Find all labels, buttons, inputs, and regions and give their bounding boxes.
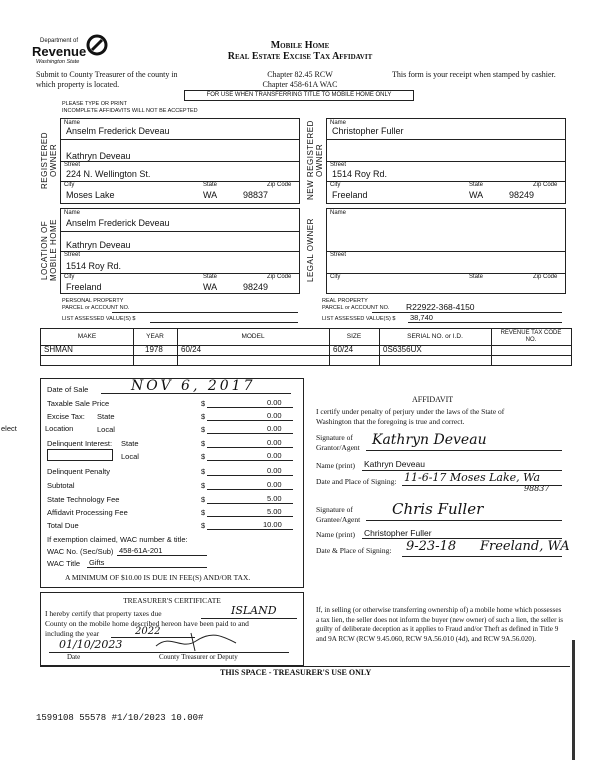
grantor-zip: 98837: [524, 484, 550, 493]
col-make: MAKE: [77, 333, 97, 340]
total-label: Total Due: [47, 521, 79, 530]
agency-line1: Department of: [40, 38, 79, 44]
ro-street-label: Street: [64, 162, 81, 168]
cell-year: 1978: [145, 345, 163, 354]
di-state-currency: $: [201, 439, 206, 448]
fees-box: [1, 378, 304, 588]
fraud-note: If, in selling (or otherwise transferring ownership of) a mobile home which possesses a tax lien, the seller does not inform the buyer (new owner) of such a lien, the seller is guilty of deliberate deception as it applies to Fraud and/or Theft as defined in Title 9 and 9A RCW (RCW 9.45.060, RCW 9A.56.010 (4d), and RCW 9A.56.020).: [316, 606, 564, 643]
excise-label: Excise Tax:: [47, 412, 85, 421]
lo-city-label: City: [330, 274, 341, 280]
affidavit-title: AFFIDAVIT: [412, 395, 454, 404]
loc-name-label: Name: [64, 210, 81, 216]
loc-street: 1514 Roy Rd.: [66, 261, 122, 271]
treasurer-date-label: Date: [67, 653, 81, 661]
scan-edge: [572, 640, 575, 760]
lo-state-label: State: [469, 274, 484, 280]
grantee-place: Freeland, WA: [480, 539, 570, 554]
col-size: SIZE: [346, 333, 362, 340]
treasurer-deputy-label: County Treasurer or Deputy: [159, 653, 238, 661]
dor-logo-icon: [86, 34, 108, 56]
ro-zip-label: Zip Code: [267, 182, 292, 188]
title-line2: Real Estate Excise Tax Affidavit: [227, 51, 373, 62]
elect-label: elect: [1, 424, 17, 433]
submit-text: Submit to County Treasurer of the county in which property is located.: [36, 70, 178, 89]
loc-zip: 98249: [243, 282, 269, 292]
personal-label1: PERSONAL PROPERTY: [62, 298, 124, 304]
wac-title: Gifts: [89, 558, 105, 567]
legal-owner-label: LEGAL OWNER: [306, 218, 315, 282]
affidavit-fee-value: 5.00: [267, 507, 282, 516]
vehicle-table: [40, 328, 572, 366]
treasurer-line2: County on the mobile home described hereon have been paid to and: [45, 619, 249, 628]
col-serial: SERIAL NO. or I.D.: [407, 333, 463, 340]
cell-serial: 0S6356UX: [383, 345, 422, 354]
transfer-note: FOR USE WHEN TRANSFERRING TITLE TO MOBILE HOME ONLY: [184, 90, 414, 101]
state-tech-label: State Technology Fee: [47, 495, 120, 504]
no-state: WA: [469, 190, 484, 200]
chapters: [230, 70, 370, 90]
penalty-value: 0.00: [267, 466, 282, 475]
grantee-sig-label1: Signature of: [316, 505, 353, 514]
treasurer-date: 01/10/2023: [59, 638, 123, 651]
state-tech-value: 5.00: [267, 494, 282, 503]
di-state-value: 0.00: [267, 438, 282, 447]
total-currency: $: [201, 521, 206, 530]
loc-name2: Kathryn Deveau: [66, 240, 131, 250]
date-of-sale-label: Date of Sale: [47, 385, 89, 394]
form-title: [200, 40, 400, 62]
chapter-rcw: Chapter 82.45 RCW: [267, 70, 333, 79]
treasurer-use-only: THIS SPACE - TREASURER'S USE ONLY: [220, 668, 372, 677]
affidavit-fee-currency: $: [201, 508, 206, 517]
grantor-date: 11-6-17 Moses Lake, Wa: [404, 471, 541, 484]
ro-state-label: State: [203, 182, 218, 188]
subtotal-label: Subtotal: [47, 481, 75, 490]
grantor-sig-label1: Signature of: [316, 433, 353, 442]
real-label2: PARCEL or ACCOUNT NO.: [322, 305, 390, 311]
delinquent-interest-label: Delinquent Interest:: [47, 439, 113, 448]
personal-list-label: LIST ASSESSED VALUE(S) $: [62, 316, 136, 322]
lo-street-label: Street: [330, 252, 347, 258]
grantor-signature: Kathryn Deveau: [372, 432, 487, 448]
treasurer-line1: I hereby certify that property taxes due: [45, 609, 162, 618]
grantor-name-label: Name (print): [316, 461, 355, 470]
loc-city-label: City: [64, 274, 75, 280]
no-city: Freeland: [332, 190, 368, 200]
grantor-sig-label2: Grantor/Agent: [316, 443, 360, 452]
treasurer-signature-mark: [151, 631, 241, 653]
grantee-sig-label: [316, 505, 360, 525]
incomplete-note: INCOMPLETE AFFIDAVITS WILL NOT BE ACCEPTED: [62, 108, 198, 114]
ro-name-label: Name: [64, 120, 81, 126]
grantor-date-label: Date and Place of Signing:: [316, 477, 397, 486]
col-year: YEAR: [146, 333, 164, 340]
di-state-label: State: [121, 439, 139, 448]
location-box: [60, 208, 300, 294]
location-label: LOCATION OF MOBILE HOME: [40, 219, 58, 281]
receipt-text: This form is your receipt when stamped by cashier.: [392, 70, 556, 79]
treasurer-box: [40, 592, 304, 666]
no-state-label: State: [469, 182, 484, 188]
ro-city: Moses Lake: [66, 190, 115, 200]
new-owner-box: [326, 118, 566, 204]
grantee-name-label: Name (print): [316, 530, 355, 539]
loc-city: Freeland: [66, 282, 102, 292]
treasurer-line3: including the year: [45, 629, 100, 638]
di-local-box[interactable]: [47, 449, 113, 461]
grantee-sig-label2: Grantee/Agent: [316, 515, 361, 524]
di-local-value: 0.00: [267, 451, 282, 460]
col-revenue-code: REVENUE TAX CODE NO.: [500, 330, 562, 343]
wac-no: 458-61A-201: [119, 546, 163, 555]
state-tech-currency: $: [201, 495, 206, 504]
dor-logo: [32, 36, 112, 66]
grantor-name: Kathryn Deveau: [364, 459, 425, 469]
excise-local-value: 0.00: [267, 424, 282, 433]
ro-name2: Kathryn Deveau: [66, 151, 131, 161]
personal-label2: PARCEL or ACCOUNT NO.: [62, 305, 130, 311]
treasurer-county: ISLAND: [231, 604, 277, 617]
loc-zip-label: Zip Code: [267, 274, 292, 280]
grantor-sig-label: [316, 433, 360, 453]
no-street: 1514 Roy Rd.: [332, 169, 388, 179]
subtotal-currency: $: [201, 481, 206, 490]
minimum-note: A MINIMUM OF $10.00 IS DUE IN FEE(S) AND/OR TAX.: [65, 573, 251, 582]
no-name1: Christopher Fuller: [332, 126, 404, 136]
registered-owner-box: [60, 118, 300, 204]
loc-state-label: State: [203, 274, 218, 280]
wac-no-label: WAC No. (Sec/Sub): [47, 547, 114, 556]
col-model: MODEL: [241, 333, 265, 340]
taxable-currency: $: [201, 399, 206, 408]
grantee-signature: Chris Fuller: [392, 500, 484, 518]
real-label1: REAL PROPERTY: [322, 298, 368, 304]
di-local-currency: $: [201, 452, 206, 461]
subtotal-value: 0.00: [267, 480, 282, 489]
real-parcel: R22922-368-4150: [406, 302, 475, 312]
print-note: PLEASE TYPE OR PRINT: [62, 101, 128, 107]
grantee-name: Christopher Fuller: [364, 528, 432, 538]
loc-street-label: Street: [64, 252, 81, 258]
di-local-label: Local: [121, 452, 139, 461]
loc-name1: Anselm Frederick Deveau: [66, 218, 170, 228]
registered-owner-label: REGISTERED OWNER: [40, 131, 58, 189]
date-of-sale: NOV 6, 2017: [131, 378, 256, 394]
affidavit-text: I certify under penalty of perjury under the laws of the State of Washington that the foregoing is true and correct.: [316, 407, 505, 426]
no-zip-label: Zip Code: [533, 182, 558, 188]
grantee-date-label: Date & Place of Signing:: [316, 546, 392, 555]
excise-local-label: Local: [97, 425, 115, 434]
new-owner-label: NEW REGISTERED OWNER: [306, 120, 324, 200]
title-line1: Mobile Home: [270, 40, 330, 51]
ro-state: WA: [203, 190, 218, 200]
lo-zip-label: Zip Code: [533, 274, 558, 280]
excise-state-value: 0.00: [267, 411, 282, 420]
real-value: 38,740: [410, 313, 433, 322]
no-name-label: Name: [330, 120, 347, 126]
ro-street: 224 N. Wellington St.: [66, 169, 151, 179]
delinquent-penalty-label: Delinquent Penalty: [47, 467, 110, 476]
loc-state: WA: [203, 282, 218, 292]
real-list-label: LIST ASSESSED VALUE(S) $: [322, 316, 396, 322]
chapter-wac: Chapter 458-61A WAC: [262, 80, 338, 89]
lo-name-label: Name: [330, 210, 347, 216]
wac-title-label: WAC Title: [47, 559, 81, 568]
cell-make: SHMAN: [44, 345, 73, 354]
ro-name1: Anselm Frederick Deveau: [66, 126, 170, 136]
legal-owner-box: [326, 208, 566, 294]
treasurer-title: TREASURER'S CERTIFICATE: [123, 596, 221, 605]
penalty-currency: $: [201, 467, 206, 476]
no-city-label: City: [330, 182, 341, 188]
exemption-label: If exemption claimed, WAC number & title:: [47, 535, 188, 544]
cell-size: 60/24: [333, 345, 354, 354]
grantee-date: 9-23-18: [406, 539, 457, 554]
cashier-stamp: 1599108 55578 #1/10/2023 10.00#: [36, 713, 204, 723]
agency-state: Washington State: [36, 59, 80, 65]
excise-local-currency: $: [201, 425, 206, 434]
excise-state-label: State: [97, 412, 115, 421]
total-value: 10.00: [263, 520, 282, 529]
cell-model: 60/24: [181, 345, 202, 354]
ro-city-label: City: [64, 182, 75, 188]
affidavit-fee-label: Affidavit Processing Fee: [47, 508, 128, 517]
excise-state-currency: $: [201, 412, 206, 421]
agency-name: Revenue: [32, 44, 87, 59]
taxable-value: 0.00: [267, 398, 282, 407]
taxable-label: Taxable Sale Price: [47, 399, 110, 408]
treasurer-year: 2022: [135, 626, 161, 637]
ro-zip: 98837: [243, 190, 269, 200]
no-zip: 98249: [509, 190, 535, 200]
no-street-label: Street: [330, 162, 347, 168]
location-label: Location: [45, 424, 74, 433]
